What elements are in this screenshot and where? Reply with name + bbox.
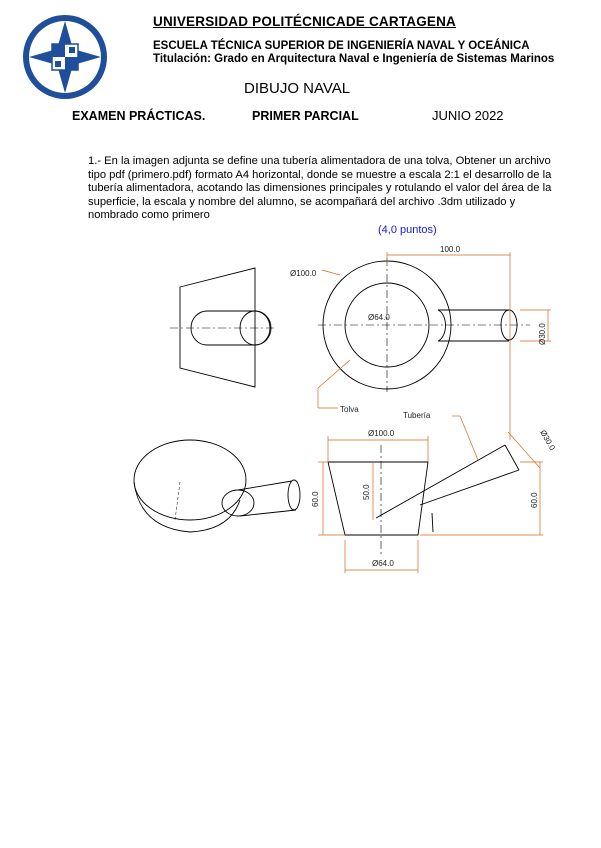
dim-60-right: 60.0 — [530, 492, 539, 508]
dim-dia64-bottom: Ø64.0 — [372, 559, 394, 568]
subject-title: DIBUJO NAVAL — [244, 80, 351, 97]
dim-dia30-right: Ø30.0 — [538, 323, 547, 345]
hopper-side-view — [170, 268, 275, 387]
hopper-front-view — [328, 445, 519, 555]
dim-dia100-top: Ø100.0 — [290, 269, 317, 278]
label-tuberia: Tubería — [403, 411, 431, 420]
dim-50: 50.0 — [362, 484, 371, 500]
hopper-isometric-view — [134, 440, 300, 532]
degree-title: Titulación: Grado en Arquitectura Naval e Ingeniería de Sistemas Marinos — [153, 53, 555, 65]
school-name: ESCUELA TÉCNICA SUPERIOR DE INGENIERÍA NAVAL Y OCEÁNICA — [153, 40, 530, 52]
dim-60-front: 60.0 — [311, 491, 320, 507]
dim-100: 100.0 — [440, 245, 461, 254]
university-name: UNIVERSIDAD POLITÉCNICADE CARTAGENA — [153, 14, 457, 29]
dim-dia64-top: Ø64.0 — [368, 313, 390, 322]
exam-partial: PRIMER PARCIAL — [252, 109, 359, 123]
exam-type: EXAMEN PRÁCTICAS. — [72, 109, 206, 123]
dim-dia100-front: Ø100.0 — [368, 429, 395, 438]
hopper-top-view — [318, 258, 530, 392]
label-tolva: Tolva — [340, 405, 359, 414]
question-points: (4,0 puntos) — [378, 224, 437, 236]
exam-date: JUNIO 2022 — [432, 108, 504, 123]
question-statement: 1.- En la imagen adjunta se define una tubería alimentadora de una tolva, Obtener un archivo tipo pdf (primero.pdf) formato A4 horizontal, donde se muestre a escala 2:1 el desarrollo de la tubería alimentadora, acotando las dimensiones principales y rotulando el valor del área de la superficie, la escala y nombre del alumno, se acompañará del archivo .3dm utilizado y nombrado como primero — [88, 155, 552, 222]
dim-dia30-pipe: Ø30.0 — [538, 428, 557, 452]
